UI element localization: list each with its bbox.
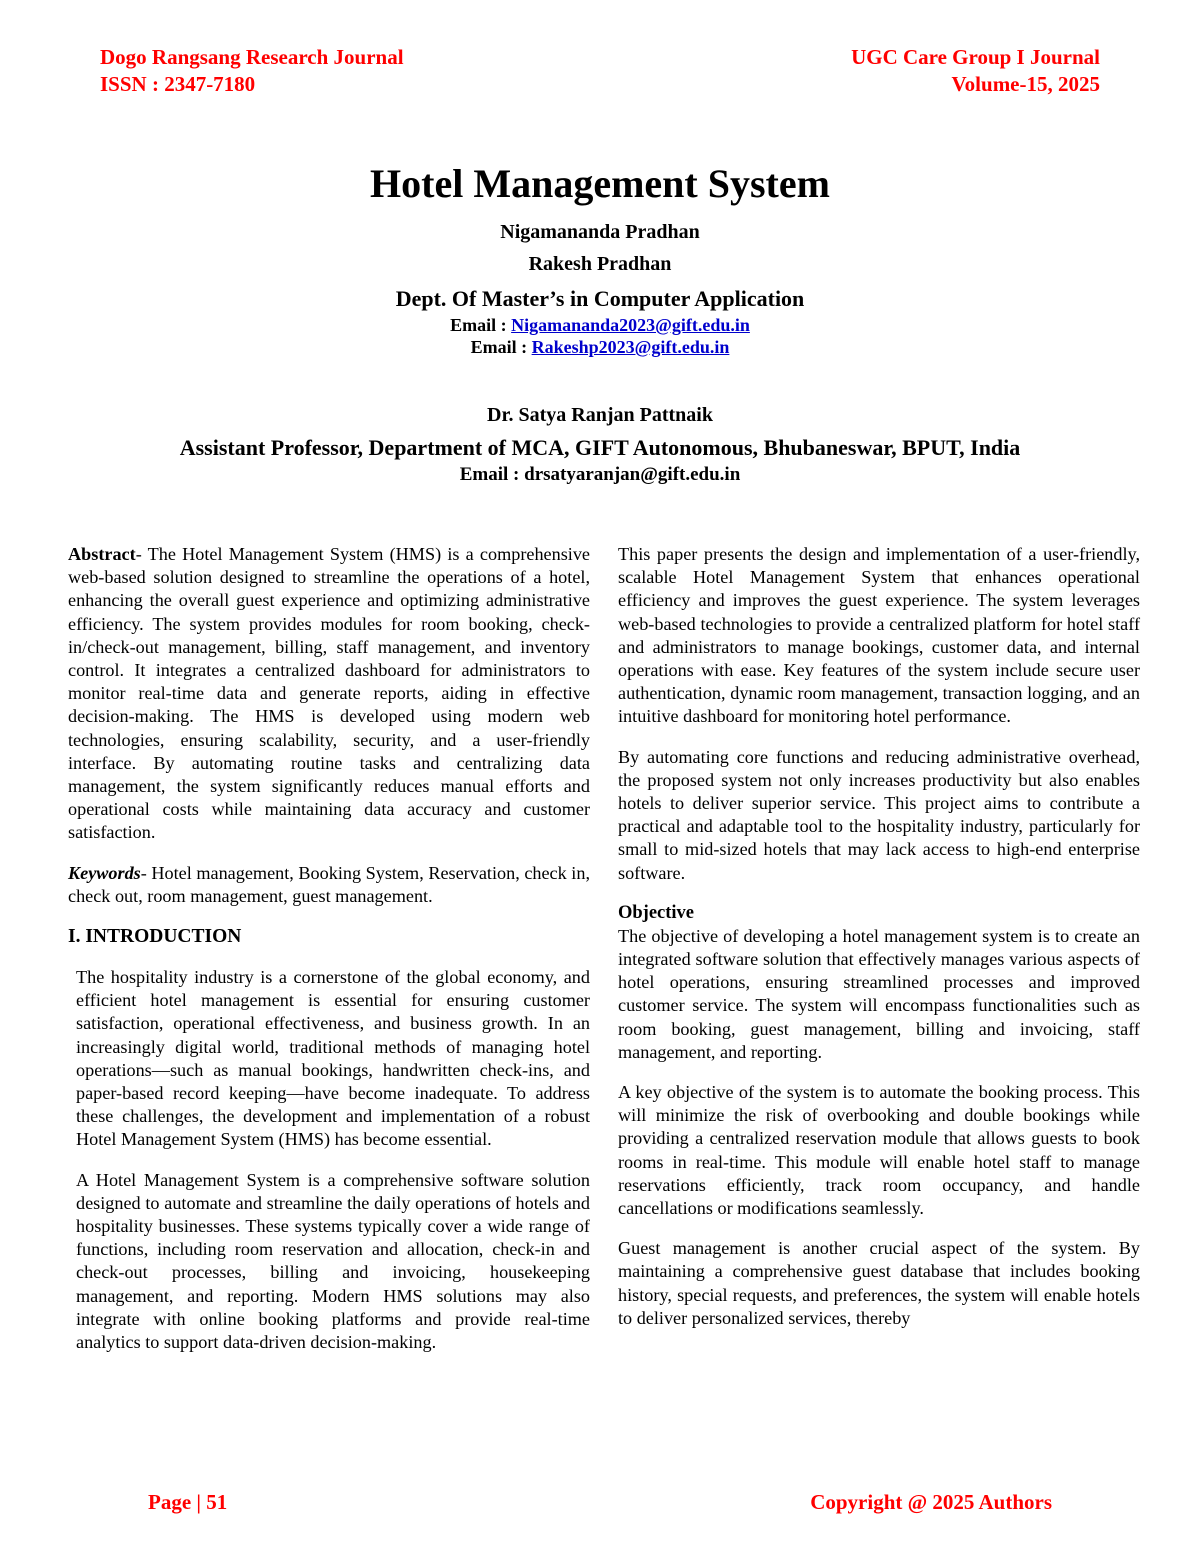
email-line-2: [80, 336, 1120, 358]
journal-running-header: [100, 44, 1100, 104]
keywords-label: Keywords: [68, 862, 141, 883]
page-footer: [148, 1489, 1052, 1515]
abstract-text: The Hotel Management System (HMS) is a comprehensive web-based solution designed to streamline the operations of a hotel, enhancing the overall guest experience and optimizing administrative efficiency. The system provides modules for room booking, check-in/check-out management, billing, staff management, and inventory control. It integrates a centralized dashboard for administrators to monitor real-time data and generate reports, aiding in effective decision-making. The HMS is developed using modern web technologies, ensuring scalability, security, and a user-friendly interface. By automating routine tasks and centralizing data management, the system significantly reduces manual efforts and operational costs while maintaining data accuracy and customer satisfaction.: [68, 544, 591, 843]
title-block: [80, 160, 1120, 358]
body-two-column-layout: [68, 543, 1138, 1371]
keywords-paragraph: [68, 862, 590, 908]
objective-paragraph-1: The objective of developing a hotel management system is to create an integrated software solution that effectively manages various aspects of hotel operations, ensuring streamlined processes and improved customer service. The system will encompass functionalities such as room booking, guest management, billing and invoicing, staff management, and reporting.: [618, 925, 1140, 1062]
header-row-bottom: [100, 71, 1100, 98]
intro-paragraph-1: The hospitality industry is a cornerstone of the global economy, and efficient hotel management is essential for ensuring customer satisfaction, operational effectiveness, and business growth. In an increasingly digital world, traditional methods of managing hotel operations—such as manual bookings, handwritten check-ins, and paper-based record keeping—have become inadequate. To address these challenges, the development and implementation of a robust Hotel Management System (HMS) has become essential.: [76, 967, 590, 1150]
right-paragraph-1: This paper presents the design and implementation of a user-friendly, scalable Hotel Management System that enhances operational efficiency and improves the guest experience. The system leverages web-based technologies to provide a centralized platform for hotel staff and administrators to manage bookings, customer data, and internal operations with ease. Key features of the system include secure user authentication, dynamic room management, transaction logging, and an intuitive dashboard for monitoring hotel performance.: [618, 544, 1140, 727]
left-column: [68, 543, 590, 1371]
abstract-paragraph: [68, 543, 590, 845]
abstract-label: Abstract: [68, 544, 136, 564]
department-line: Dept. Of Master’s in Computer Application: [395, 286, 805, 311]
page-title: Hotel Management System: [370, 161, 830, 206]
right-column: [618, 543, 1140, 1371]
supervisor-name: Dr. Satya Ranjan Pattnaik: [487, 404, 713, 426]
journal-group: UGC Care Group I Journal: [851, 45, 1100, 69]
keywords-text: Hotel management, Booking System, Reservation, check in, check out, room management, guest management.: [68, 862, 590, 906]
journal-volume: Volume-15, 2025: [951, 72, 1100, 96]
supervisor-email-value: drsatyaranjan@gift.edu.in: [524, 464, 741, 485]
email-line-1: [80, 314, 1120, 336]
intro-paragraph-2: A Hotel Management System is a comprehensive software solution designed to automate and streamline the daily operations of hotels and hospitality businesses. These systems typically cover a wide range of functions, including room reservation and allocation, check-in and check-out processes, billing and invoicing, housekeeping management, and reporting. Modern HMS solutions may also integrate with online booking platforms and provide real-time analytics to support data-driven decision-making.: [76, 1169, 590, 1353]
copyright-notice: Copyright @ 2025 Authors: [810, 1490, 1052, 1514]
supervisor-email-line: [70, 463, 1130, 487]
supervisor-block: [70, 400, 1130, 487]
journal-issn: ISSN : 2347-7180: [100, 72, 256, 96]
header-row-top: [100, 44, 1100, 71]
objective-paragraph-2: A key objective of the system is to automate the booking process. This will minimize the risk of overbooking and double bookings while providing a centralized reservation module that allows guests to book rooms in real-time. This module will enable hotel staff to manage reservations efficiently, track room occupancy, and handle cancellations or modifications seamlessly.: [618, 1082, 1140, 1219]
supervisor-affiliation: Assistant Professor, Department of MCA, GIFT Autonomous, Bhubaneswar, BPUT, India: [179, 435, 1021, 460]
footer-row: [148, 1489, 1052, 1515]
page-number: Page | 51: [148, 1490, 228, 1514]
email-label-2: Email :: [470, 337, 532, 357]
section-heading-introduction: I. INTRODUCTION: [68, 926, 242, 948]
author-name-2: Rakesh Pradhan: [528, 253, 672, 275]
email-label-1: Email :: [450, 315, 512, 335]
sub-heading-objective: Objective: [618, 902, 695, 923]
email-link-1[interactable]: Nigamananda2023@gift.edu.in: [511, 315, 750, 335]
right-paragraph-2: By automating core functions and reducing administrative overhead, the proposed system not only increases productivity but also enables hotels to deliver superior service. This project aims to contribute a practical and adaptable tool to the hospitality industry, particularly for small to mid-sized hotels that may lack access to high-end enterprise software.: [618, 746, 1140, 883]
objective-paragraph-3: Guest management is another crucial aspect of the system. By maintaining a comprehensive guest database that includes booking history, special requests, and preferences, the system will enable hotels to deliver personalized services, thereby: [618, 1238, 1140, 1328]
email-link-2[interactable]: Rakeshp2023@gift.edu.in: [531, 337, 730, 357]
supervisor-email-label: Email :: [459, 464, 525, 485]
author-name-1: Nigamananda Pradhan: [500, 221, 700, 243]
abstract-dash: -: [135, 544, 148, 564]
journal-name: Dogo Rangsang Research Journal: [100, 45, 404, 69]
keywords-dash: -: [140, 862, 152, 883]
